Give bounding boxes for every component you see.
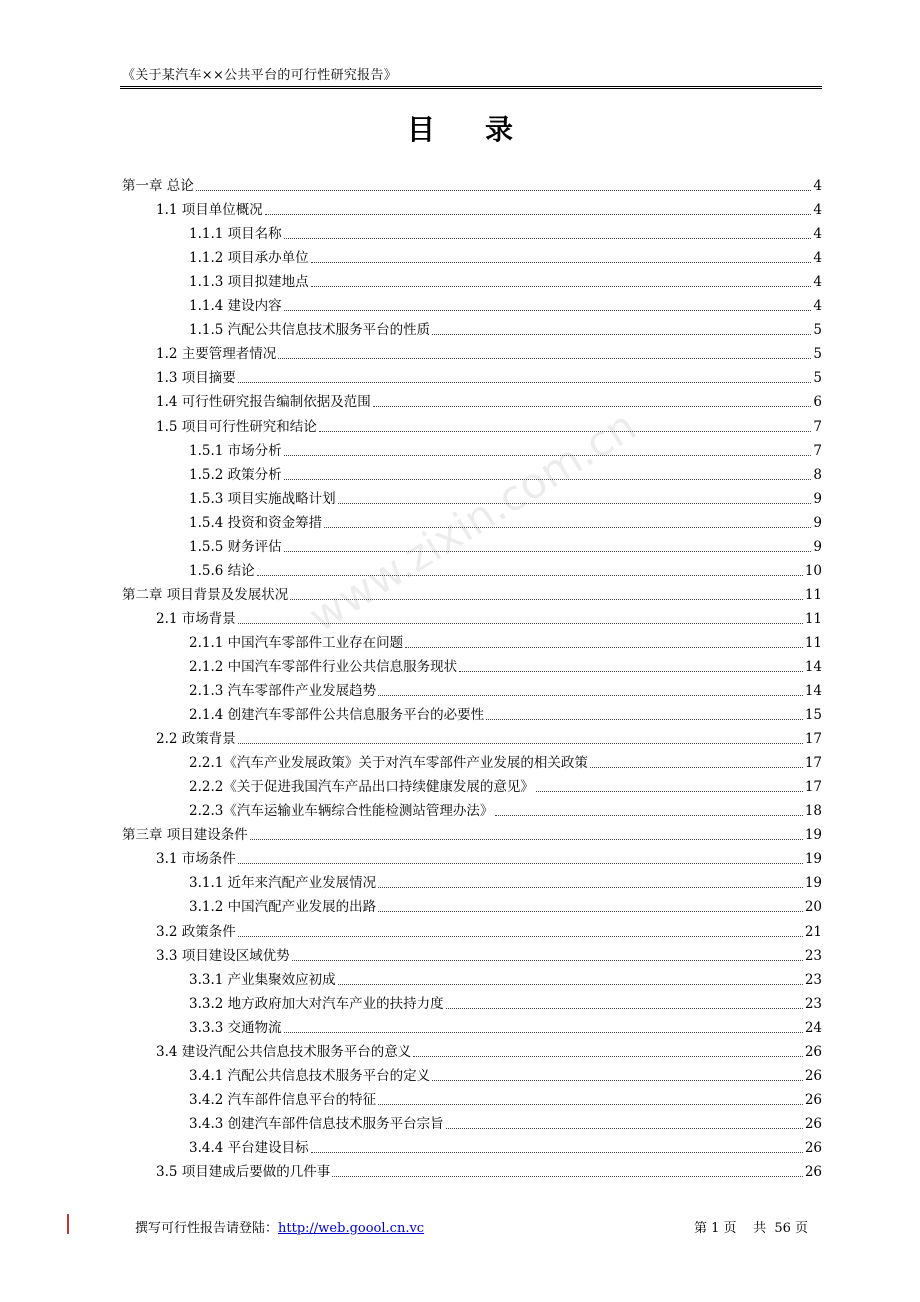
toc-entry-label: 3.4.3 创建汽车部件信息技术服务平台宗旨 bbox=[189, 1115, 444, 1132]
toc-dot-leader bbox=[446, 1128, 803, 1129]
toc-entry[interactable] bbox=[122, 270, 822, 294]
toc-entry-label: 3.5 项目建成后要做的几件事 bbox=[156, 1163, 331, 1180]
toc-dot-leader bbox=[486, 719, 803, 720]
toc-entry[interactable] bbox=[122, 919, 822, 943]
toc-entry-label: 1.1.1 项目名称 bbox=[189, 226, 282, 243]
toc-entry-page: 10 bbox=[804, 562, 822, 579]
toc-entry-page: 19 bbox=[804, 875, 822, 892]
toc-entry[interactable] bbox=[122, 246, 822, 270]
toc-entry-page: 6 bbox=[813, 394, 822, 411]
toc-dot-leader bbox=[536, 791, 803, 792]
toc-dot-leader bbox=[284, 238, 812, 239]
footer-promo bbox=[135, 1217, 424, 1236]
toc-entry-label: 第二章 项目背景及发展状况 bbox=[122, 586, 289, 603]
toc-entry-page: 11 bbox=[804, 610, 822, 627]
toc-entry[interactable] bbox=[122, 751, 822, 775]
toc-dot-leader bbox=[332, 1176, 803, 1177]
toc-entry-label: 3.1 市场条件 bbox=[156, 851, 236, 868]
watermark: www.zixin.com.cn bbox=[300, 400, 645, 642]
toc-dot-leader bbox=[373, 406, 812, 407]
toc-entry-label: 2.1.4 创建汽车零部件公共信息服务平台的必要性 bbox=[189, 707, 485, 724]
toc-dot-leader bbox=[238, 936, 803, 937]
toc-entry-label: 1.2 主要管理者情况 bbox=[156, 346, 277, 363]
toc-entry[interactable] bbox=[122, 968, 822, 992]
toc-entry[interactable] bbox=[122, 1064, 822, 1088]
toc-entry-label: 1.3 项目摘要 bbox=[156, 370, 236, 387]
toc-dot-leader bbox=[238, 743, 803, 744]
toc-dot-leader bbox=[311, 286, 812, 287]
toc-entry[interactable] bbox=[122, 294, 822, 318]
toc-entry-label: 3.4.4 平台建设目标 bbox=[189, 1139, 309, 1156]
toc-heading: 目录 bbox=[406, 113, 563, 146]
toc-entry[interactable] bbox=[122, 1016, 822, 1040]
toc-entry-page: 9 bbox=[813, 538, 822, 555]
toc-entry[interactable] bbox=[122, 439, 822, 463]
toc-entry-label: 3.3.2 地方政府加大对汽车产业的扶持力度 bbox=[189, 995, 444, 1012]
toc-entry-page: 23 bbox=[804, 971, 822, 988]
toc-entry-page: 23 bbox=[804, 995, 822, 1012]
toc-entry-page: 8 bbox=[813, 466, 822, 483]
toc-entry-page: 9 bbox=[813, 514, 822, 531]
toc-entry[interactable] bbox=[122, 1136, 822, 1160]
toc-entry-label: 2.2.2《关于促进我国汽车产品出口持续健康发展的意见》 bbox=[189, 779, 534, 796]
toc-entry-page: 26 bbox=[804, 1067, 822, 1084]
toc-entry-page: 4 bbox=[813, 226, 822, 243]
toc-entry-page: 4 bbox=[813, 202, 822, 219]
toc-entry[interactable] bbox=[122, 727, 822, 751]
toc-entry-label: 1.1 项目单位概况 bbox=[156, 202, 263, 219]
toc-dot-leader bbox=[378, 911, 803, 912]
toc-entry[interactable] bbox=[122, 895, 822, 919]
toc-dot-leader bbox=[284, 455, 812, 456]
toc-entry-page: 9 bbox=[813, 490, 822, 507]
toc-dot-leader bbox=[413, 1056, 803, 1057]
toc-dot-leader bbox=[319, 431, 812, 432]
toc-entry-label: 2.2.3《汽车运输业车辆综合性能检测站管理办法》 bbox=[189, 803, 494, 820]
toc-entry-label: 2.1 市场背景 bbox=[156, 610, 236, 627]
toc-entry-label: 1.5.2 政策分析 bbox=[189, 466, 282, 483]
toc-entry-label: 1.5.6 结论 bbox=[189, 562, 255, 579]
toc-entry-page: 24 bbox=[804, 1019, 822, 1036]
toc-dot-leader bbox=[290, 599, 803, 600]
toc-dot-leader bbox=[311, 1152, 803, 1153]
toc-entry[interactable] bbox=[122, 631, 822, 655]
toc-entry-page: 18 bbox=[804, 803, 822, 820]
header-rule bbox=[120, 86, 822, 89]
toc-dot-leader bbox=[238, 382, 812, 383]
toc-entry[interactable] bbox=[122, 871, 822, 895]
toc-entry-label: 1.4 可行性研究报告编制依据及范围 bbox=[156, 394, 371, 411]
toc-entry[interactable] bbox=[122, 318, 822, 342]
toc-entry-page: 17 bbox=[804, 731, 822, 748]
toc-entry-label: 3.3 项目建设区域优势 bbox=[156, 947, 290, 964]
toc-entry-page: 7 bbox=[813, 442, 822, 459]
toc-entry[interactable] bbox=[122, 535, 822, 559]
toc-entry-label: 3.4.1 汽配公共信息技术服务平台的定义 bbox=[189, 1067, 431, 1084]
toc-entry-page: 17 bbox=[804, 755, 822, 772]
toc-entry-label: 3.3.3 交通物流 bbox=[189, 1019, 282, 1036]
toc-entry-label: 1.1.3 项目拟建地点 bbox=[189, 274, 309, 291]
toc-dot-leader bbox=[378, 695, 803, 696]
toc-entry-label: 3.3.1 产业集聚效应初成 bbox=[189, 971, 336, 988]
toc-dot-leader bbox=[278, 358, 811, 359]
toc-dot-leader bbox=[311, 262, 812, 263]
toc-entry-label: 3.4 建设汽配公共信息技术服务平台的意义 bbox=[156, 1043, 412, 1060]
toc-dot-leader bbox=[265, 214, 812, 215]
toc-dot-leader bbox=[459, 671, 803, 672]
toc-dot-leader bbox=[378, 1104, 803, 1105]
toc-entry-page: 14 bbox=[804, 683, 822, 700]
toc-entry[interactable] bbox=[122, 487, 822, 511]
toc-entry-page: 23 bbox=[804, 947, 822, 964]
toc-dot-leader bbox=[378, 887, 803, 888]
toc-dot-leader bbox=[284, 1032, 803, 1033]
toc-entry-page: 4 bbox=[813, 298, 822, 315]
toc-dot-leader bbox=[250, 839, 803, 840]
toc-entry-page: 4 bbox=[813, 274, 822, 291]
toc-entry-label: 1.5.5 财务评估 bbox=[189, 538, 282, 555]
running-header: 《关于某汽车××公共平台的可行性研究报告》 bbox=[122, 68, 398, 83]
toc-entry-label: 2.2 政策背景 bbox=[156, 731, 236, 748]
toc-entry-page: 14 bbox=[804, 658, 822, 675]
toc-dot-leader bbox=[338, 503, 812, 504]
toc-entry-label: 2.1.3 汽车零部件产业发展趋势 bbox=[189, 683, 377, 700]
toc-entry-label: 1.1.5 汽配公共信息技术服务平台的性质 bbox=[189, 322, 431, 339]
toc-entry-page: 4 bbox=[813, 178, 822, 195]
toc-entry-label: 3.2 政策条件 bbox=[156, 923, 236, 940]
table-of-contents bbox=[122, 174, 822, 1184]
toc-entry-page: 19 bbox=[804, 827, 822, 844]
toc-entry-label: 1.5.3 项目实施战略计划 bbox=[189, 490, 336, 507]
toc-entry[interactable] bbox=[122, 799, 822, 823]
toc-entry[interactable] bbox=[122, 414, 822, 438]
toc-entry-page: 26 bbox=[804, 1139, 822, 1156]
toc-entry[interactable] bbox=[122, 222, 822, 246]
toc-entry[interactable] bbox=[122, 655, 822, 679]
toc-dot-leader bbox=[284, 310, 812, 311]
toc-dot-leader bbox=[284, 479, 812, 480]
toc-entry[interactable] bbox=[122, 944, 822, 968]
toc-entry[interactable] bbox=[122, 703, 822, 727]
toc-entry-page: 26 bbox=[804, 1043, 822, 1060]
toc-dot-leader bbox=[446, 1008, 803, 1009]
toc-entry[interactable] bbox=[122, 511, 822, 535]
toc-entry[interactable] bbox=[122, 847, 822, 871]
toc-entry[interactable] bbox=[122, 1112, 822, 1136]
toc-entry[interactable] bbox=[122, 366, 822, 390]
toc-dot-leader bbox=[238, 863, 803, 864]
toc-entry-page: 20 bbox=[804, 899, 822, 916]
toc-entry-page: 17 bbox=[804, 779, 822, 796]
toc-dot-leader bbox=[257, 575, 803, 576]
toc-dot-leader bbox=[196, 190, 812, 191]
footer-link[interactable]: http://web.goool.cn.vc bbox=[278, 1221, 425, 1236]
toc-dot-leader bbox=[338, 984, 803, 985]
toc-entry-page: 26 bbox=[804, 1091, 822, 1108]
toc-entry[interactable] bbox=[122, 992, 822, 1016]
toc-entry[interactable] bbox=[122, 463, 822, 487]
toc-entry-page: 11 bbox=[804, 586, 822, 603]
toc-entry-label: 1.5.1 市场分析 bbox=[189, 442, 282, 459]
footer-page-info: 第 1 页 共 56 页 bbox=[694, 1221, 809, 1236]
toc-entry-label: 2.2.1《汽车产业发展政策》关于对汽车零部件产业发展的相关政策 bbox=[189, 755, 588, 772]
toc-dot-leader bbox=[432, 1080, 803, 1081]
toc-entry-label: 1.1.4 建设内容 bbox=[189, 298, 282, 315]
toc-entry[interactable] bbox=[122, 559, 822, 583]
toc-entry[interactable] bbox=[122, 583, 822, 607]
toc-dot-leader bbox=[238, 623, 803, 624]
toc-entry-label: 第一章 总论 bbox=[122, 178, 194, 195]
toc-entry-page: 4 bbox=[813, 250, 822, 267]
toc-entry[interactable] bbox=[122, 823, 822, 847]
toc-entry-label: 3.1.2 中国汽配产业发展的出路 bbox=[189, 899, 377, 916]
toc-entry-label: 3.1.1 近年来汽配产业发展情况 bbox=[189, 875, 377, 892]
toc-entry-label: 1.5 项目可行性研究和结论 bbox=[156, 418, 317, 435]
toc-entry-page: 19 bbox=[804, 851, 822, 868]
footer-prefix: 撰写可行性报告请登陆： bbox=[135, 1221, 279, 1236]
toc-entry[interactable] bbox=[122, 1088, 822, 1112]
toc-entry-page: 15 bbox=[804, 707, 822, 724]
toc-entry-label: 2.1.2 中国汽车零部件行业公共信息服务现状 bbox=[189, 658, 458, 675]
toc-entry[interactable] bbox=[122, 679, 822, 703]
toc-entry[interactable] bbox=[122, 1160, 822, 1184]
toc-entry[interactable] bbox=[122, 775, 822, 799]
toc-entry-page: 26 bbox=[804, 1115, 822, 1132]
toc-dot-leader bbox=[292, 960, 803, 961]
toc-entry[interactable] bbox=[122, 607, 822, 631]
toc-dot-leader bbox=[590, 767, 803, 768]
toc-entry-page: 5 bbox=[813, 346, 822, 363]
toc-entry-page: 7 bbox=[813, 418, 822, 435]
toc-entry-label: 3.4.2 汽车部件信息平台的特征 bbox=[189, 1091, 377, 1108]
toc-entry[interactable] bbox=[122, 1040, 822, 1064]
toc-entry[interactable] bbox=[122, 174, 822, 198]
toc-dot-leader bbox=[495, 815, 802, 816]
toc-entry-page: 26 bbox=[804, 1163, 822, 1180]
footer-margin-mark bbox=[67, 1214, 69, 1234]
toc-entry[interactable] bbox=[122, 198, 822, 222]
toc-entry-label: 第三章 项目建设条件 bbox=[122, 827, 248, 844]
toc-dot-leader bbox=[324, 527, 811, 528]
toc-entry-page: 5 bbox=[813, 322, 822, 339]
toc-dot-leader bbox=[284, 551, 812, 552]
toc-entry-page: 21 bbox=[804, 923, 822, 940]
toc-entry-page: 5 bbox=[813, 370, 822, 387]
toc-entry-label: 1.5.4 投资和资金筹措 bbox=[189, 514, 323, 531]
toc-entry-page: 11 bbox=[804, 634, 822, 651]
toc-dot-leader bbox=[405, 647, 803, 648]
toc-entry[interactable] bbox=[122, 390, 822, 414]
toc-dot-leader bbox=[432, 334, 811, 335]
toc-entry-label: 1.1.2 项目承办单位 bbox=[189, 250, 309, 267]
toc-entry[interactable] bbox=[122, 342, 822, 366]
toc-entry-label: 2.1.1 中国汽车零部件工业存在问题 bbox=[189, 634, 404, 651]
